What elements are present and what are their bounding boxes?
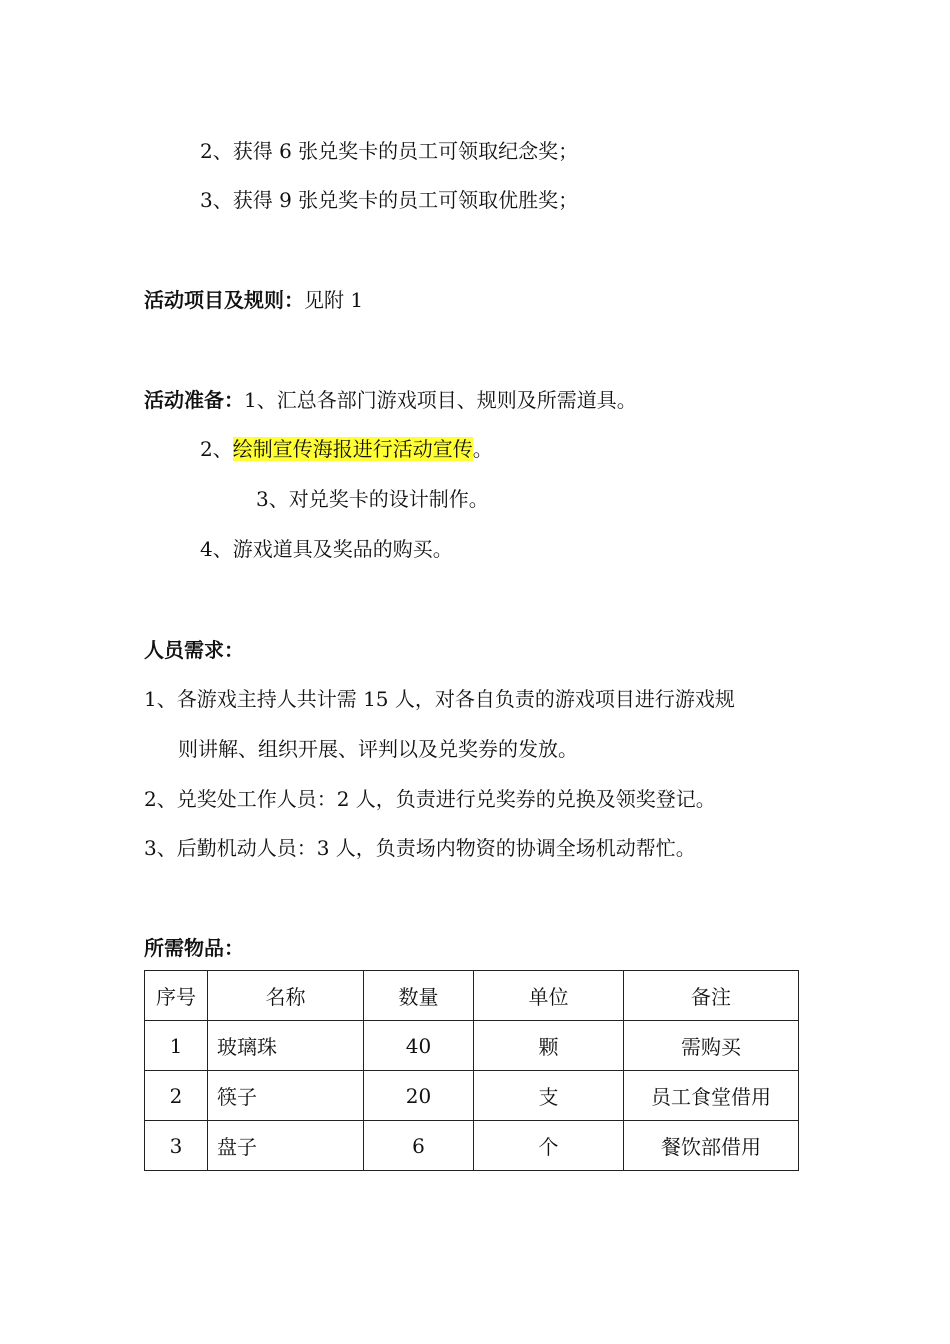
preparation-item-2-number: 2、 <box>200 437 233 461</box>
header-cell-quantity: 数量 <box>364 971 474 1021</box>
cell-remark: 餐饮部借用 <box>624 1121 799 1171</box>
preparation-item-2-end: 。 <box>472 437 493 461</box>
preparation-item-2-highlight: 绘制宣传海报进行活动宣传 <box>232 437 473 461</box>
materials-table <box>144 970 799 1171</box>
award-item-3: 3、获得 9 张兑奖卡的员工可领取优胜奖； <box>200 188 579 212</box>
rules-line <box>144 286 363 314</box>
rules-value: 见附 1 <box>304 288 364 312</box>
preparation-item-2 <box>200 435 493 463</box>
cell-name: 筷子 <box>208 1071 364 1121</box>
cell-index: 2 <box>145 1071 208 1121</box>
cell-quantity: 6 <box>364 1121 474 1171</box>
table-row <box>145 1121 799 1171</box>
staff-item-2: 2、兑奖处工作人员：2 人，负责进行兑奖券的兑换及领奖登记。 <box>144 787 716 811</box>
preparation-line-1 <box>144 386 637 414</box>
cell-name: 盘子 <box>208 1121 364 1171</box>
materials-label: 所需物品： <box>144 936 244 960</box>
preparation-label: 活动准备： <box>144 388 244 412</box>
staff-item-1-line-2: 则讲解、组织开展、评判以及兑奖券的发放。 <box>178 737 578 761</box>
preparation-item-3: 3、对兑奖卡的设计制作。 <box>256 487 489 511</box>
header-cell-index: 序号 <box>145 971 208 1021</box>
staff-item-1-line-1: 1、各游戏主持人共计需 15 人，对各自负责的游戏项目进行游戏规 <box>144 687 735 711</box>
cell-unit: 个 <box>474 1121 624 1171</box>
header-cell-remark: 备注 <box>624 971 799 1021</box>
cell-unit: 颗 <box>474 1021 624 1071</box>
table-row <box>145 1071 799 1121</box>
staff-item-3: 3、后勤机动人员：3 人，负责场内物资的协调全场机动帮忙。 <box>144 836 696 860</box>
cell-unit: 支 <box>474 1071 624 1121</box>
staff-label: 人员需求： <box>144 638 244 662</box>
cell-index: 3 <box>145 1121 208 1171</box>
cell-remark: 需购买 <box>624 1021 799 1071</box>
cell-name: 玻璃珠 <box>208 1021 364 1071</box>
cell-quantity: 40 <box>364 1021 474 1071</box>
award-item-2: 2、获得 6 张兑奖卡的员工可领取纪念奖； <box>200 139 579 163</box>
cell-index: 1 <box>145 1021 208 1071</box>
table-header-row <box>145 971 799 1021</box>
preparation-item-4: 4、游戏道具及奖品的购买。 <box>200 537 453 561</box>
header-cell-name: 名称 <box>208 971 364 1021</box>
cell-remark: 员工食堂借用 <box>624 1071 799 1121</box>
preparation-item-1: 1、汇总各部门游戏项目、规则及所需道具。 <box>244 388 637 412</box>
rules-label: 活动项目及规则： <box>144 288 304 312</box>
header-cell-unit: 单位 <box>474 971 624 1021</box>
cell-quantity: 20 <box>364 1071 474 1121</box>
table-row <box>145 1021 799 1071</box>
